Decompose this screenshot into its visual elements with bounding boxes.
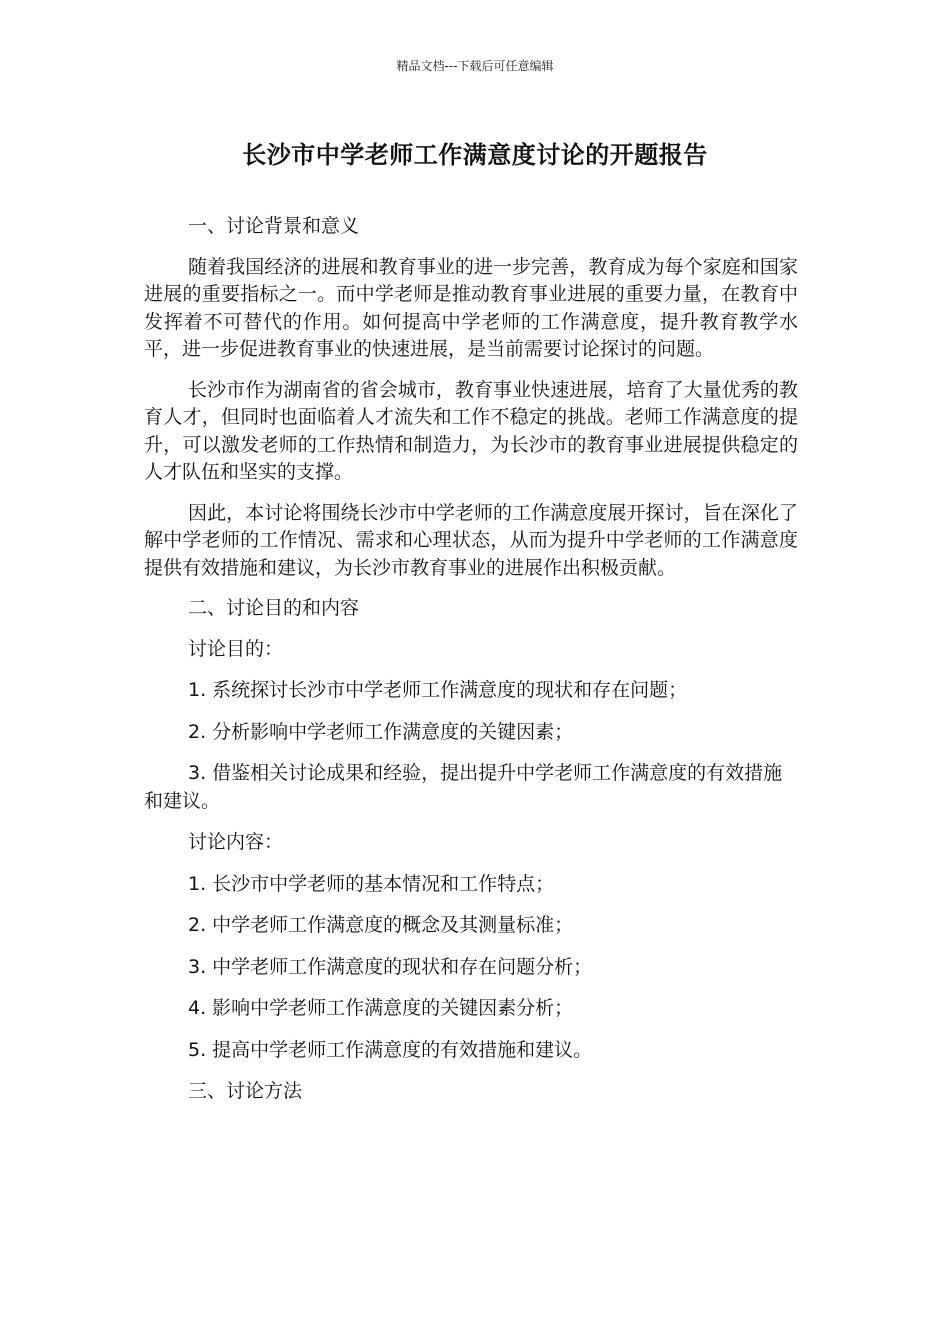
paragraph: 长沙市作为湖南省的省会城市，教育事业快速进展，培育了大量优秀的教育人才，但同时也面临着人才流失和工作不稳定的挑战。老师工作满意度的提升，可以激发老师的工作热情和制造力，为长沙市的教育事业进展提供稳定的人才队伍和坚实的支撑。 <box>144 378 798 483</box>
section-heading-methods: 三、讨论方法 <box>188 1080 303 1102</box>
content-item: 2. 中学老师工作满意度的概念及其测量标准； <box>188 914 574 936</box>
goals-label: 讨论目的： <box>188 637 284 660</box>
document-body <box>144 213 798 1119</box>
content-item: 1. 长沙市中学老师的基本情况和工作特点； <box>188 872 555 895</box>
goal-item: 1. 系统探讨长沙市中学老师工作满意度的现状和存在问题； <box>188 679 688 701</box>
contents-label: 讨论内容： <box>188 831 284 853</box>
section-heading-background: 一、讨论背景和意义 <box>188 215 360 237</box>
content-item: 5. 提高中学老师工作满意度的有效措施和建议。 <box>188 1038 593 1061</box>
section-heading-objectives: 二、讨论目的和内容 <box>188 597 360 619</box>
document-title: 长沙市中学老师工作满意度讨论的开题报告 <box>242 141 708 169</box>
content-item: 4. 影响中学老师工作满意度的关键因素分析； <box>188 997 574 1019</box>
goal-item: 2. 分析影响中学老师工作满意度的关键因素； <box>188 720 574 743</box>
goal-item: 3. 借鉴相关讨论成果和经验，提出提升中学老师工作满意度的有效措施和建议。 <box>144 762 783 812</box>
paragraph: 因此，本讨论将围绕长沙市中学老师的工作满意度展开探讨，旨在深化了解中学老师的工作情况、需求和心理状态，从而为提升中学老师的工作满意度提供有效措施和建议，为长沙市教育事业的进展作出积极贡献。 <box>144 501 798 579</box>
content-item: 3. 中学老师工作满意度的现状和存在问题分析； <box>188 955 593 978</box>
paragraph: 随着我国经济的进展和教育事业的进一步完善，教育成为每个家庭和国家进展的重要指标之一。而中学老师是推动教育事业进展的重要力量，在教育中发挥着不可替代的作用。如何提高中学老师的工作满意度，提升教育教学水平，进一步促进教育事业的快速进展，是当前需要讨论探讨的问题。 <box>144 255 798 360</box>
page-header: 精品文档---下载后可任意编辑 <box>396 59 554 73</box>
